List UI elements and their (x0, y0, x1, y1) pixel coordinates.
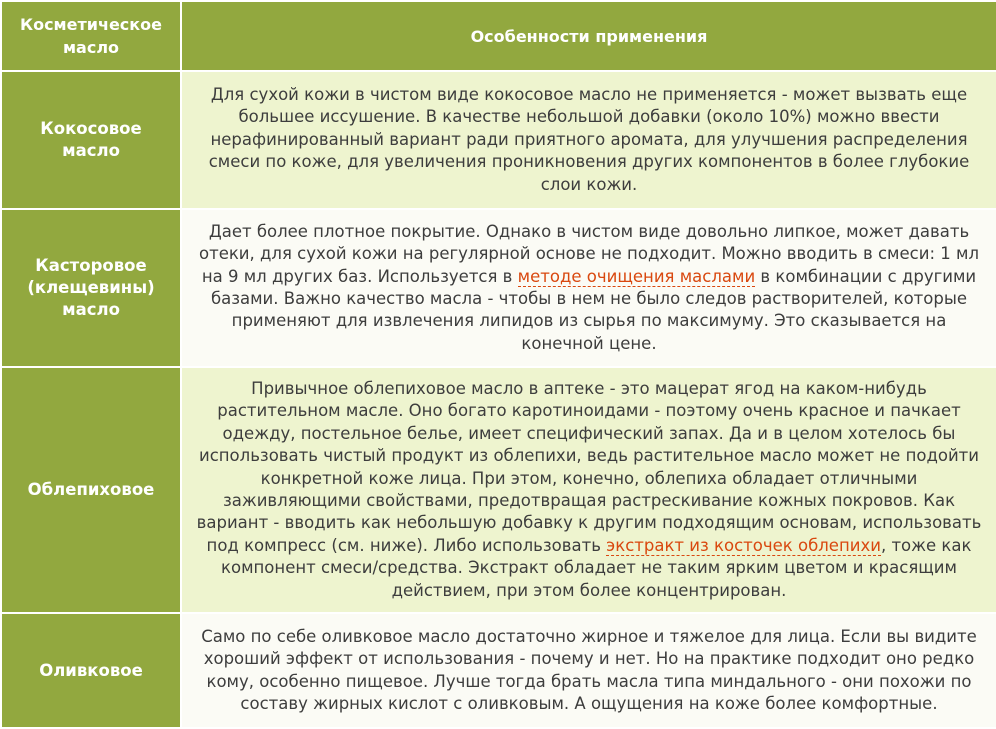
table-row-castor (1, 209, 996, 367)
header-oil-name: Косметическое масло (1, 1, 181, 71)
oil-name-cell: Кокосовое масло (1, 71, 181, 209)
table-row-coconut (1, 71, 996, 209)
usage-text-before: Дает более плотное покрытие. Однако в чистом виде довольно липкое, может давать отеки, для сухой кожи на регулярной основе не подходит. Можно вводить в смеси: 1 мл на 9 мл других баз. Используется в (198, 221, 979, 286)
usage-text-after: в комбинации с другими базами. Важно качество масла - чтобы в нем не было следов растворителей, которые применяют для извлечения липидов из сырья по максимуму. Это сказывается на конечной цене. (210, 266, 977, 353)
usage-cell: Для сухой кожи в чистом виде кокосовое масло не применяется - может вызвать еще большее иссушение. В качестве небольшой добавки (около 10%) можно ввести нерафинированный вариант ради приятного аромата, для улучшения распределения смеси по коже, для увеличения проникновения других компонентов в более глубокие слои кожи. (181, 71, 996, 209)
oil-name-cell: Касторовое (клещевины) масло (1, 209, 181, 367)
oil-name-cell: Оливковое (1, 613, 181, 728)
usage-cell: Само по себе оливковое масло достаточно жирное и тяжелое для лица. Если вы видите хороший эффект от использования - почему и нет. Но на практике подходит оно редко кому, особенно пищевое. Лучше тогда брать масла типа миндального - они похожи по составу жирных кислот с оливковым. А ощущения на коже более комфортные. (181, 613, 996, 728)
usage-text-before: Привычное облепиховое масло в аптеке - это мацерат ягод на каком-нибудь растительном масле. Оно богато каротиноидами - поэтому очень красное и пачкает одежду, постельное белье, имеет специфический запах. Да и в целом хотелось бы использовать чистый продукт из облепихи, ведь растительное масло может не подойти конкретной коже лица. При этом, конечно, облепиха обладает отличными заживляющими свойствами, предотвращая растрескивание кожных покровов. Как вариант - вводить как небольшую добавку к другим подходящим основам, использовать под компресс (см. ниже). Либо использовать (196, 378, 982, 555)
usage-cell (181, 367, 996, 613)
oil-name-cell: Облепиховое (1, 367, 181, 613)
table-row-sea-buckthorn (1, 367, 996, 613)
usage-cell (181, 209, 996, 367)
oil-cleansing-method-link[interactable]: методе очищения маслами (517, 266, 756, 286)
header-usage-features: Особенности применения (181, 1, 996, 71)
sea-buckthorn-extract-link[interactable]: экстракт из косточек облепихи (606, 535, 881, 555)
table-header-row (1, 1, 996, 71)
usage-text-after: , тоже как компонент смеси/средства. Экстракт обладает не таким ярким цветом и красящим действием, при этом более концентрирован. (221, 535, 972, 600)
table-row-olive (1, 613, 996, 728)
